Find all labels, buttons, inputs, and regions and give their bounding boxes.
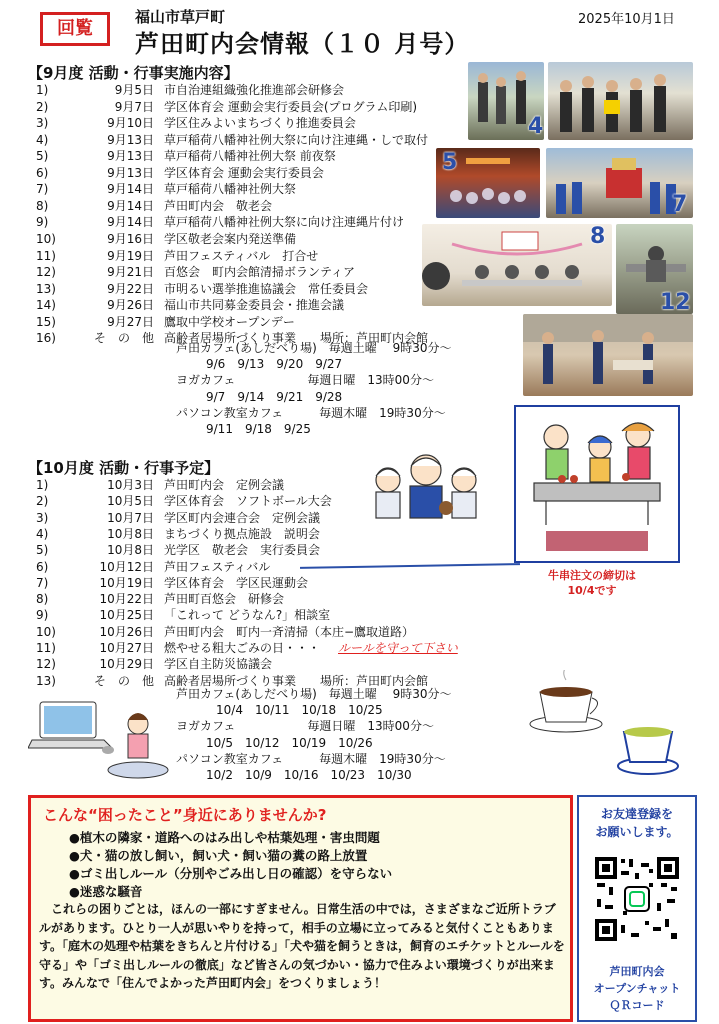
item-text: 芦田町内会 定例会議 [164,478,285,492]
item-date: 10月19日 [99,575,154,590]
item-date: 9月14日 [107,215,154,230]
item-number: 11) [36,248,56,263]
item-number: 2) [36,99,49,114]
item-date: 9月27日 [107,314,154,329]
activity-dates-line: 9/7 9/14 9/21 9/28 [206,389,343,404]
beef-order-deadline: 牛串注文の締切は 10/4です [548,569,636,597]
item-text: 芦田町内会 町内一斉清掃（本庄−鷹取道路） [164,624,415,639]
item-date: 9月16日 [107,231,154,246]
item-text: 草戸稲荷八幡神社例大祭 [164,182,297,197]
activity-dates-line: 10/2 10/9 10/16 10/23 10/30 [206,768,412,782]
item-text: 芦田フェスティバル 打合せ [164,248,319,263]
item-number: 1) [36,478,49,492]
trouble-paragraph: これらの困りごとは，ほんの一部にすぎません。日常生活の中では，さまざまなご近所トラブルがあります。ひとり一人が思いやりを持って，相手の立場に立ってみると気付くこともあります。「庭木の処理や枯葉をきちんと片付ける」「犬や猫を飼うときは，飼育のエチケットとルールを守る」や「ゴミ出しルールの徹底」など皆さんの気づかい・協力で住みよい環境づくりが出来ます。みんなで「住んでよかった芦田町内会」をつくりましょう！ [39,902,565,990]
item-date: 10月8日 [107,526,154,541]
item-text: 百悠会 町内会館清掃ボランティア [164,265,356,280]
item-date: 9月21日 [107,265,154,280]
item-number: 7) [36,575,49,590]
page-title: 芦田町内会情報（１０ 月号） [135,30,470,58]
activity-schedule-line: ヨガカフェ 毎週日曜 13時00分～ [176,373,434,388]
item-number: 7) [36,182,49,197]
activity-schedule-line: パソコン教室カフェ 毎週木曜 19時30分～ [176,405,446,420]
item-date: 10月8日 [107,543,154,558]
item-date: そ の 他 [93,331,154,346]
photo-rope-install-1 [468,62,544,140]
photo-number-label: 12 [660,290,691,314]
item-date: 9月13日 [107,132,154,147]
item-text: 学区体育会 運動会実行委員会(プログラム印刷) [164,99,418,114]
item-text: 学区体育会 運動会実行委員会 [164,165,324,180]
item-number: 5) [36,543,49,558]
item-number: 8) [36,198,49,213]
item-date: 10月22日 [99,592,154,607]
item-number: 16) [36,331,56,346]
item-text: 市明るい選挙推進協議会 常任委員会 [164,281,369,296]
organization-name: 福山市草戸町 [135,8,226,26]
photo-rope-install-2 [548,62,693,140]
item-number: 2) [36,494,49,509]
item-text: 草戸稲荷八幡神社例大祭 前夜祭 [164,149,336,164]
item-number: 1) [36,83,49,97]
item-number: 11) [36,641,56,655]
sports-team-illustration [366,446,486,522]
activity-schedule-line: ヨガカフェ 毎週日曜 13時00分～ [176,719,434,734]
item-date: 9月14日 [107,198,154,213]
open-chat-qr-caption: 芦田町内会 オープンチャット ＱＲコード [593,965,681,1012]
item-text: 「これって どうなん?」相談室 [164,608,331,623]
item-text: まちづくり拠点施設 説明会 [164,526,320,541]
item-number: 13) [36,281,56,296]
item-date: 9月26日 [107,298,154,313]
festival-bbq-illustration [514,405,680,563]
item-date: 10月27日 [99,641,154,655]
item-number: 8) [36,592,49,607]
item-text: 光学区 敬老会 実行委員会 [164,543,321,558]
item-date: 10月3日 [107,478,154,492]
item-text: 学区自主防災協議会 [164,657,273,672]
item-number: 6) [36,559,49,574]
trouble-bullet: ●迷惑な騒音 [69,884,143,899]
item-text: 学区敬老会案内発送準備 [164,231,297,246]
item-number: 5) [36,149,49,164]
item-number: 3) [36,116,49,131]
item-date: 10月29日 [99,657,154,672]
activity-dates-line: 10/5 10/12 10/19 10/26 [206,735,373,750]
photo-respect-aged-meeting [422,224,612,306]
issue-date: 2025年10月1日 [578,12,675,27]
item-text: 芦田町百悠会 研修会 [164,592,285,607]
coffee-tea-illustration [526,670,696,780]
open-chat-registration [577,795,697,1022]
photo-number-label: 8 [590,224,606,249]
item-date: 10月7日 [107,510,154,525]
item-text: 鷹取中学校オープンデー [164,314,295,329]
item-text: 学区町内会連合会 定例会議 [164,510,321,525]
item-number: 10) [36,231,56,246]
item-number: 9) [36,215,49,230]
item-number: 4) [36,132,49,147]
october-heading: 【10月度 活動・行事予定】 [28,459,220,477]
friend-request-text: お友達登録を お願いします。 [595,807,679,839]
activity-schedule-line: 芦田カフェ(あしだべり場) 毎週土曜 9時30分～ [176,341,452,355]
item-number: 13) [36,673,56,688]
photo-open-day [523,314,693,396]
photo-hall-cleaning [616,224,693,314]
activity-dates-line: 9/6 9/13 9/20 9/27 [206,357,343,372]
item-text: 芦田フェスティバル [164,559,271,574]
item-date: 9月13日 [107,165,154,180]
item-text: 学区体育会 ソフトボール大会 [164,494,332,509]
item-text: 草戸稲荷八幡神社例大祭に向け注連縄片付け [164,215,405,230]
item-number: 14) [36,298,56,313]
qr-code[interactable] [593,855,681,943]
item-date: 9月10日 [107,116,154,131]
photo-main-festival [546,148,693,218]
photo-number-label: 5 [442,150,458,175]
item-date: 9月13日 [107,149,154,164]
september-heading: 【9月度 活動・行事実施内容】 [28,64,239,82]
trouble-bullet: ●植木の隣家・道路へのはみ出しや枯葉処理・害虫問題 [69,830,380,845]
photo-number-label: 7 [672,192,688,217]
activity-schedule-line: 芦田カフェ(あしだべり場) 毎週土曜 9時30分～ [176,687,452,701]
item-date: 10月12日 [99,559,154,574]
item-date: 9月5日 [114,83,154,97]
item-number: 12) [36,265,56,280]
item-number: 15) [36,314,56,329]
item-text: 市自治連組織強化推進部会研修会 [164,83,345,97]
photo-eve-festival [436,148,540,218]
trouble-bullet: ●犬・猫の放し飼い，飼い犬・飼い猫の糞の路上放置 [69,848,368,863]
item-date: そ の 他 [93,673,154,688]
item-text: 福山市共同募金委員会・推進会議 [164,298,345,313]
activity-dates-line: 9/11 9/18 9/25 [206,422,311,436]
item-date: 10月25日 [99,608,154,623]
item-number: 3) [36,510,49,525]
laptop-yoga-illustration [28,692,178,784]
item-number: 6) [36,165,49,180]
item-date: 10月26日 [99,624,154,639]
rule-note: ルールを守って下さい [338,641,458,655]
item-text: 学区住みよいまちづくり推進委員会 [164,116,356,131]
activity-schedule-line: パソコン教室カフェ 毎週木曜 19時30分～ [176,751,446,766]
item-text: 高齢者居場所づくり事業 場所：芦田町内会館 [164,673,429,688]
trouble-heading: こんな“困ったこと”身近にありませんか? [43,806,327,824]
trouble-bullet: ●ゴミ出しルール（分別やごみ出し日の確認）を守らない [69,866,393,881]
item-text: 学区体育会 学区民運動会 [164,575,309,590]
neighborhood-trouble-notice [28,795,573,1022]
item-date: 9月22日 [107,281,154,296]
item-date: 9月19日 [107,248,154,263]
item-text: 燃やせる粗大ごみの日・・・ [164,641,321,655]
activity-dates-line: 10/4 10/11 10/18 10/25 [216,703,383,718]
item-number: 12) [36,657,56,672]
item-text: 高齢者居場所づくり事業 場所：芦田町内会館 [164,331,429,346]
item-date: 10月5日 [107,494,154,509]
photo-number-label: 4 [528,114,544,139]
item-text: 草戸稲荷八幡神社例大祭に向け注連縄・しで取付 [164,132,429,147]
item-date: 9月14日 [107,182,154,197]
circulation-stamp: 回覧 [40,12,110,46]
festival-connector-line [300,563,520,569]
item-number: 4) [36,526,49,541]
item-text: 芦田町内会 敬老会 [164,198,273,213]
item-number: 9) [36,608,49,623]
item-date: 9月7日 [114,99,154,114]
item-number: 10) [36,624,56,639]
